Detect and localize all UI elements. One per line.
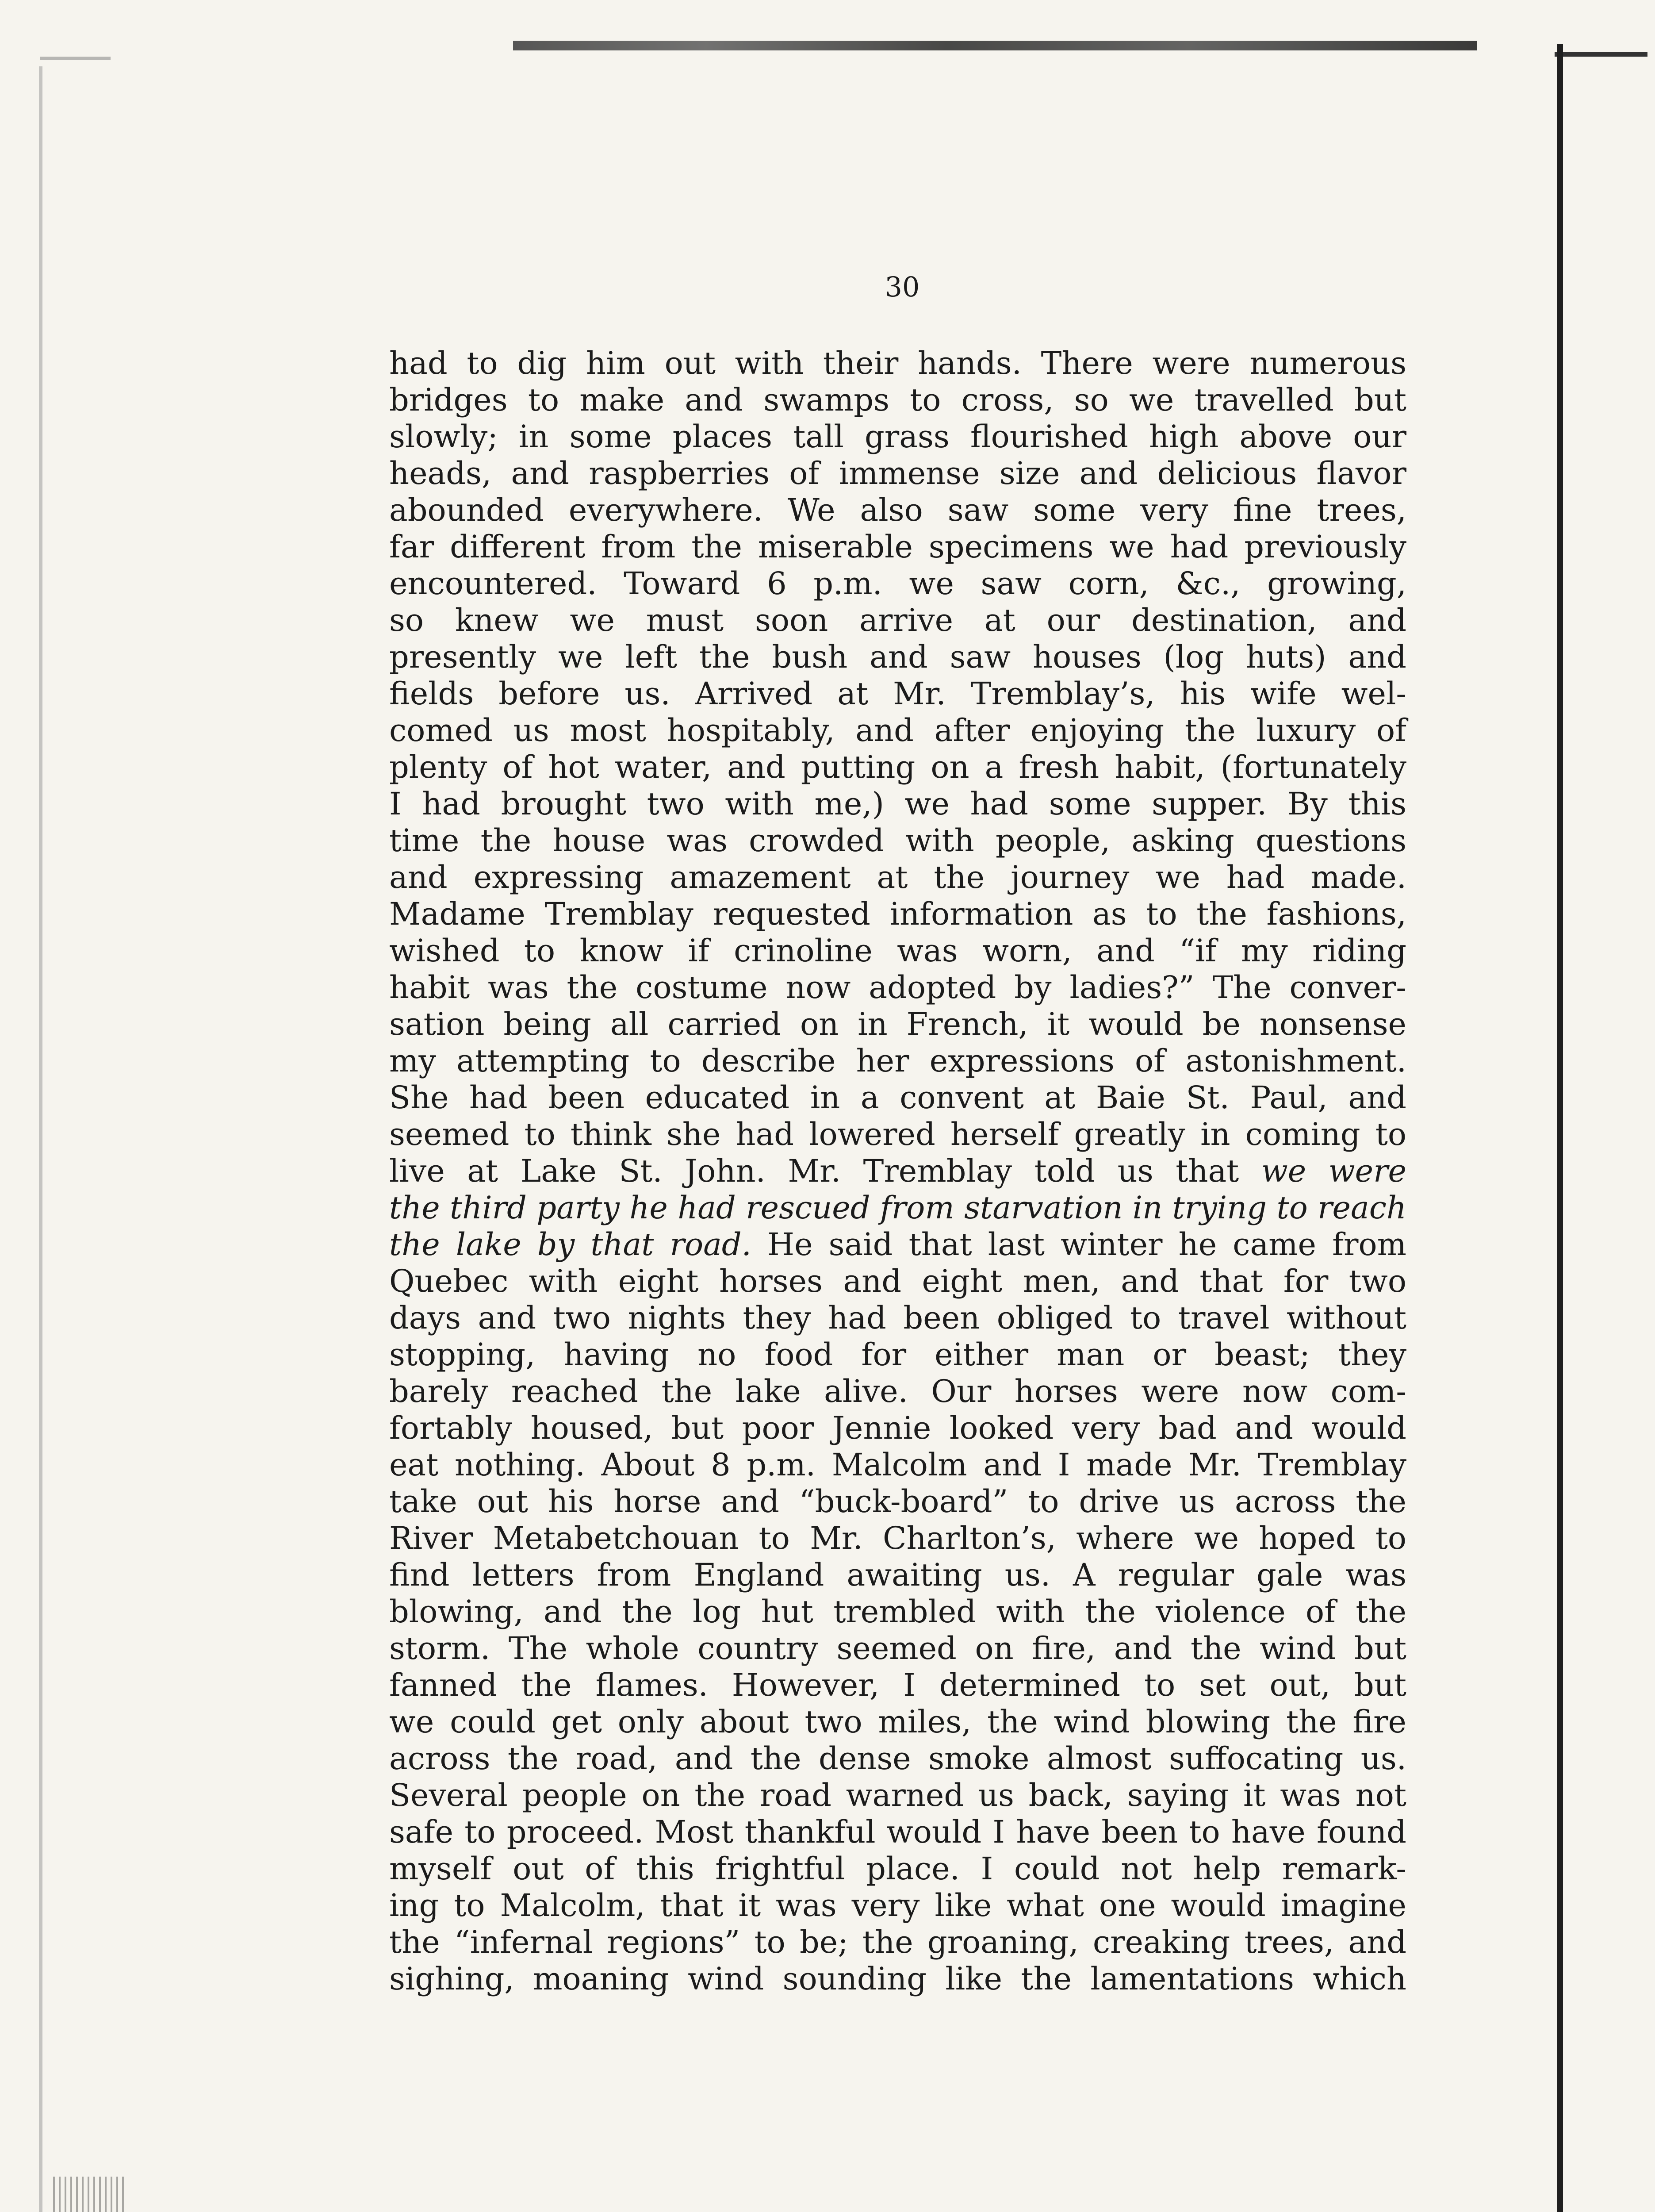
text-line: fanned the flames. However, I determined to set out, but — [389, 1667, 1406, 1703]
text-italic: the lake by that road. — [389, 1226, 751, 1263]
text-line: barely reached the lake alive. Our horses were now com- — [389, 1373, 1406, 1409]
scan-top-rule — [513, 41, 1477, 50]
text-line: I had brought two with me,) we had some supper. By this — [389, 786, 1406, 822]
text-line: heads, and raspberries of immense size and delicious flavor — [389, 455, 1406, 492]
text-line: She had been educated in a convent at Baie St. Paul, and — [389, 1079, 1406, 1116]
text-line: the “infernal regions” to be; the groaning, creaking trees, and — [389, 1924, 1406, 1960]
text-line: Several people on the road warned us back, saying it was not — [389, 1777, 1406, 1813]
text-line: encountered. Toward 6 p.m. we saw corn, &c., growing, — [389, 565, 1406, 602]
text-line: fields before us. Arrived at Mr. Tremblay’s, his wife wel- — [389, 676, 1406, 712]
text-line-italic: the third party he had rescued from starvation in trying to reach — [389, 1190, 1406, 1226]
text-line: days and two nights they had been obliged to travel without — [389, 1300, 1406, 1336]
text-line: abounded everywhere. We also saw some very fine trees, — [389, 492, 1406, 528]
text-line: bridges to make and swamps to cross, so we travelled but — [389, 382, 1406, 418]
text-line-mixed — [389, 1226, 1406, 1263]
text-line: sation being all carried on in French, it would be nonsense — [389, 1006, 1406, 1042]
text-line: and expressing amazement at the journey we had made. — [389, 859, 1406, 895]
text-line: take out his horse and “buck-board” to drive us across the — [389, 1483, 1406, 1520]
text-line: my attempting to describe her expressions of astonishment. — [389, 1043, 1406, 1079]
text-line-mixed — [389, 1153, 1406, 1190]
text-line: sighing, moaning wind sounding like the lamentations which — [389, 1961, 1406, 1997]
text-line: far different from the miserable specimens we had previously — [389, 529, 1406, 565]
scan-right-corner-top — [1555, 52, 1647, 57]
text-roman: live at Lake St. John. Mr. Tremblay told us that — [389, 1153, 1261, 1189]
text-line: time the house was crowded with people, asking questions — [389, 822, 1406, 859]
text-line: safe to proceed. Most thankful would I have been to have found — [389, 1814, 1406, 1850]
text-line: Quebec with eight horses and eight men, and that for two — [389, 1263, 1406, 1299]
text-italic: we were — [1261, 1153, 1406, 1189]
binding-smudge — [53, 2177, 124, 2212]
scan-right-edge — [1557, 44, 1563, 2212]
text-roman: He said that last winter he came from — [751, 1226, 1406, 1263]
text-line: storm. The whole country seemed on fire, and the wind but — [389, 1630, 1406, 1667]
text-line: stopping, having no food for either man or beast; they — [389, 1336, 1406, 1373]
text-line: seemed to think she had lowered herself greatly in coming to — [389, 1116, 1406, 1152]
text-line: comed us most hospitably, and after enjoying the luxury of — [389, 712, 1406, 749]
text-line: find letters from England awaiting us. A regular gale was — [389, 1557, 1406, 1593]
text-line: plenty of hot water, and putting on a fresh habit, (fortunately — [389, 749, 1406, 785]
text-line: ing to Malcolm, that it was very like what one would imagine — [389, 1887, 1406, 1924]
page-number: 30 — [885, 271, 920, 303]
text-line: fortably housed, but poor Jennie looked very bad and would — [389, 1410, 1406, 1446]
text-line: wished to know if crinoline was worn, and “if my riding — [389, 933, 1406, 969]
text-line: slowly; in some places tall grass flourished high above our — [389, 419, 1406, 455]
text-line: so knew we must soon arrive at our destination, and — [389, 602, 1406, 638]
text-line: habit was the costume now adopted by ladies?” The conver- — [389, 969, 1406, 1006]
text-line: Madame Tremblay requested information as to the fashions, — [389, 896, 1406, 932]
text-line: eat nothing. About 8 p.m. Malcolm and I made Mr. Tremblay — [389, 1447, 1406, 1483]
text-line: River Metabetchouan to Mr. Charlton’s, where we hoped to — [389, 1520, 1406, 1556]
text-line: presently we left the bush and saw houses (log huts) and — [389, 639, 1406, 675]
text-line: had to dig him out with their hands. There were numerous — [389, 345, 1406, 381]
text-line: across the road, and the dense smoke almost suffocating us. — [389, 1740, 1406, 1777]
text-line: myself out of this frightful place. I could not help remark- — [389, 1851, 1406, 1887]
scan-left-corner — [40, 57, 111, 60]
scan-left-rule — [39, 66, 42, 2212]
text-line: blowing, and the log hut trembled with the violence of the — [389, 1594, 1406, 1630]
body-text — [389, 345, 1406, 1997]
text-line: we could get only about two miles, the wind blowing the fire — [389, 1704, 1406, 1740]
